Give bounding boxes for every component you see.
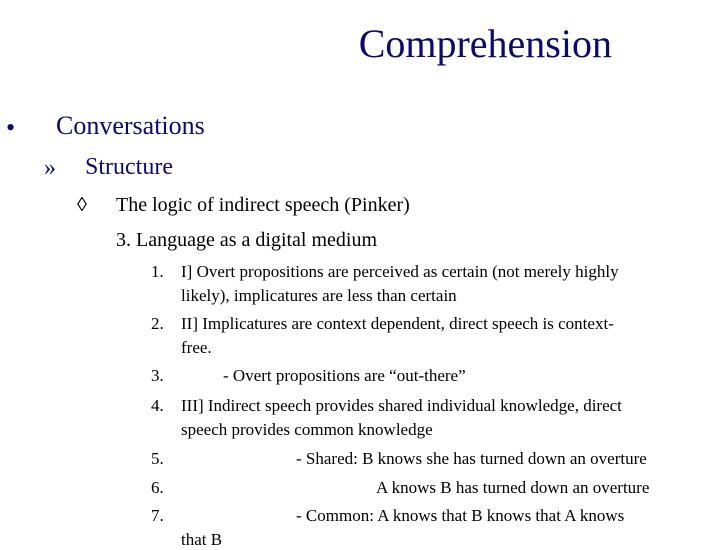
bullet-structure: Structure bbox=[85, 154, 173, 180]
list-item-1-line-1: I] Overt propositions are perceived as certain (not merely highly bbox=[181, 262, 619, 281]
list-item-4-line-2: speech provides common knowledge bbox=[181, 420, 433, 439]
list-item-3-line-1: - Overt propositions are “out-there” bbox=[223, 366, 466, 385]
list-number-2: 2. bbox=[151, 314, 164, 333]
list-item-7-line-1: - Common: A knows that B knows that A knows bbox=[296, 506, 625, 525]
list-number-4: 4. bbox=[151, 396, 164, 415]
list-item-2-line-2: free. bbox=[181, 338, 212, 357]
list-number-1: 1. bbox=[151, 262, 164, 281]
list-number-6: 6. bbox=[151, 478, 164, 497]
list-item-7-line-2: that B bbox=[181, 530, 223, 549]
indirect-speech-heading: The logic of indirect speech (Pinker) bbox=[116, 194, 410, 216]
bullet-guillemet: » bbox=[44, 155, 56, 181]
bullet-dot: • bbox=[6, 113, 16, 142]
slide-title: Comprehension bbox=[358, 21, 612, 66]
list-number-7: 7. bbox=[151, 506, 164, 525]
list-item-6-line-1: A knows B has turned down an overture bbox=[376, 478, 650, 497]
list-item-2-line-1: II] Implicatures are context dependent, direct speech is context- bbox=[181, 314, 614, 333]
bullet-conversations: Conversations bbox=[56, 111, 205, 140]
list-number-3: 3. bbox=[151, 366, 164, 385]
digital-medium-heading: 3. Language as a digital medium bbox=[116, 229, 378, 251]
list-item-4-line-1: III] Indirect speech provides shared individual knowledge, direct bbox=[181, 396, 622, 415]
list-number-5: 5. bbox=[151, 449, 164, 468]
list-item-5-line-1: - Shared: B knows she has turned down an overture bbox=[296, 449, 647, 468]
list-item-1-line-2: likely), implicatures are less than certain bbox=[181, 286, 457, 305]
bullet-diamond: ◊ bbox=[77, 194, 87, 216]
